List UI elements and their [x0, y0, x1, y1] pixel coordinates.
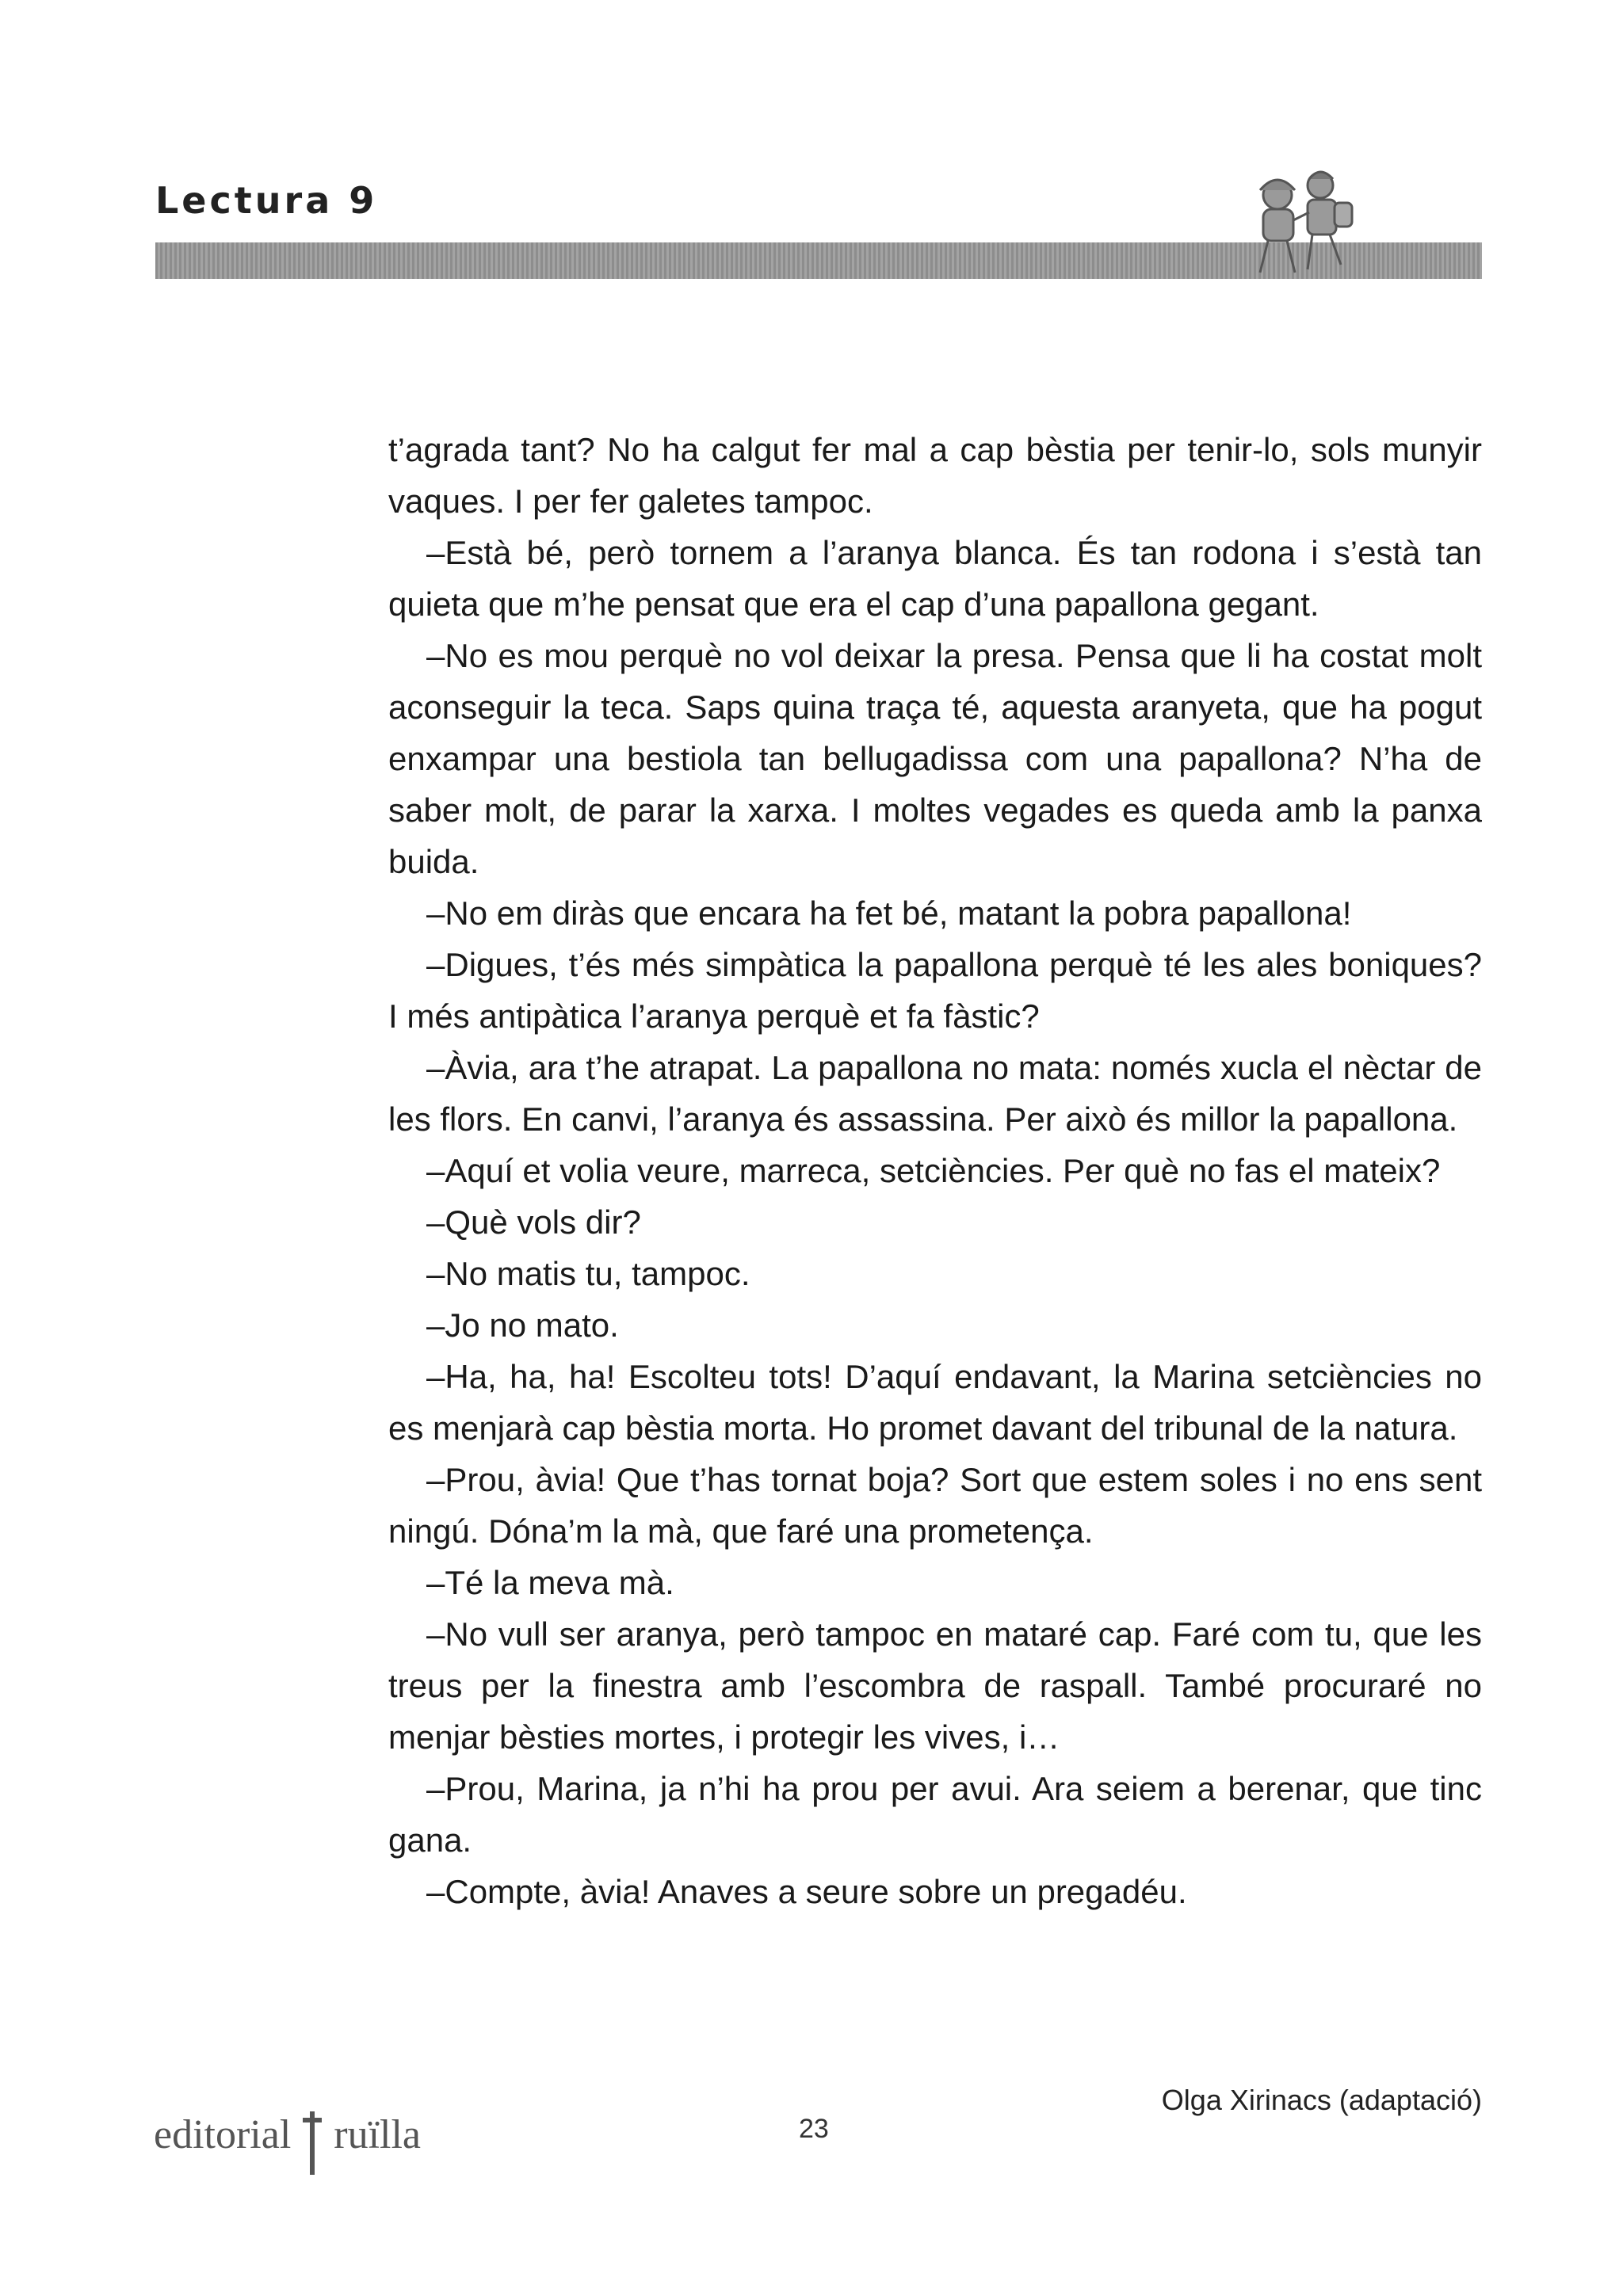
paragraph: –Aquí et volia veure, marreca, setciències. Per què no fas el mateix?: [426, 1152, 1441, 1189]
paragraph: –Àvia, ara t’he atrapat. La papallona no mata: només xucla el nèctar de les flors. En canvi, l’aranya és assassina. Per això és millor la papallona.: [388, 1049, 1482, 1138]
paragraph: –Què vols dir?: [426, 1203, 641, 1241]
children-illustration-icon: [1236, 162, 1363, 288]
page-number: 23: [799, 2114, 829, 2144]
publisher-logo: [154, 2111, 421, 2175]
paragraph: –No vull ser aranya, però tampoc en mataré cap. Faré com tu, que les treus per la finestra amb l’escombra de raspall. També procuraré no menjar bèsties mortes, i protegir les vives, i…: [388, 1615, 1482, 1756]
paragraph: –Jo no mato.: [426, 1306, 619, 1344]
publisher-name-right: ruïlla: [334, 2112, 422, 2157]
publisher-cross-icon: [303, 2111, 322, 2175]
paragraph: t’agrada tant? No ha calgut fer mal a cap bèstia per tenir-lo, sols munyir vaques. I per fer galetes tampoc.: [388, 431, 1482, 520]
paragraph: –Està bé, però tornem a l’aranya blanca. És tan rodona i s’està tan quieta que m’he pensat que era el cap d’una papallona gegant.: [388, 534, 1482, 623]
publisher-name-left: editorial: [154, 2112, 292, 2157]
paragraph: –Ha, ha, ha! Escolteu tots! D’aquí endavant, la Marina setciències no es menjarà cap bèstia morta. Ho promet davant del tribunal de la natura.: [388, 1358, 1482, 1447]
paragraph: –No matis tu, tampoc.: [426, 1255, 750, 1292]
paragraph: –No em diràs que encara ha fet bé, matant la pobra papallona!: [426, 894, 1352, 932]
story-text: [388, 424, 1482, 1917]
author-attribution: Olga Xirinacs (adaptació): [1161, 2084, 1482, 2116]
page-title: Lectura 9: [155, 179, 378, 222]
paragraph: –Compte, àvia! Anaves a seure sobre un pregadéu.: [426, 1873, 1187, 1910]
paragraph: –Prou, àvia! Que t’has tornat boja? Sort que estem soles i no ens sent ningú. Dóna’m la mà, que faré una prometença.: [388, 1461, 1482, 1550]
paragraph: –Té la meva mà.: [426, 1564, 674, 1601]
paragraph: –Digues, t’és més simpàtica la papallona perquè té les ales boniques? I més antipàtica l’aranya perquè et fa fàstic?: [388, 946, 1482, 1035]
paragraph: –Prou, Marina, ja n’hi ha prou per avui. Ara seiem a berenar, que tinc gana.: [388, 1770, 1482, 1859]
paragraph: –No es mou perquè no vol deixar la presa. Pensa que li ha costat molt aconseguir la teca. Saps quina traça té, aquesta aranyeta, que ha pogut enxampar una bestiola tan bellugadissa com una papallona? N’ha de saber molt, de parar la xarxa. I moltes vegades es queda amb la panxa buida.: [388, 637, 1482, 880]
